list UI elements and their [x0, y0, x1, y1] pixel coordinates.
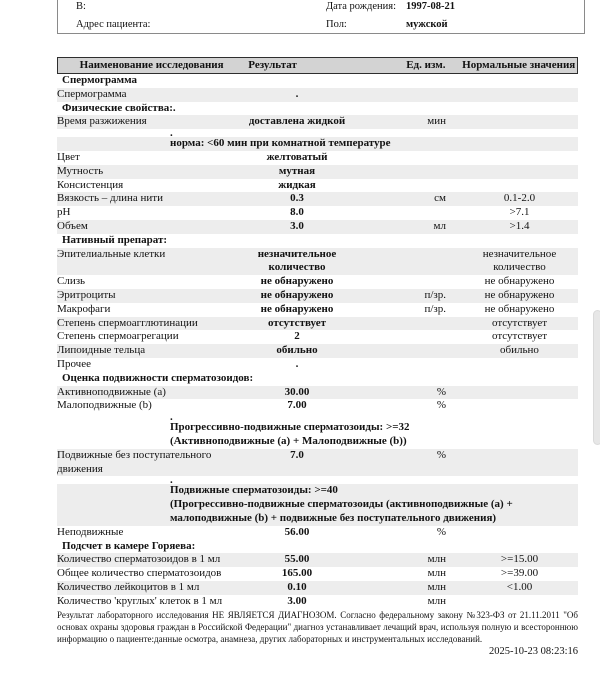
cell-result	[245, 386, 349, 400]
result-row	[57, 526, 578, 540]
cell-label: Общее количество сперматозоидов	[57, 567, 222, 580]
result-row	[57, 220, 578, 234]
cell-norm	[461, 581, 578, 595]
cell-unit: %	[436, 385, 446, 398]
cell-result	[245, 289, 349, 303]
annotation-line: (Прогрессивно-подвижные сперматозоиды (активноподвижные (a) +	[57, 498, 578, 512]
cell-result	[245, 358, 349, 372]
norm-line: отсутствует	[491, 330, 548, 343]
result-row	[57, 179, 578, 193]
cell-result	[245, 151, 349, 165]
cell-label: Эритроциты	[57, 288, 116, 301]
cell-norm	[461, 567, 578, 581]
cell-result	[245, 399, 349, 413]
cell-norm	[461, 275, 578, 289]
result-row	[57, 358, 578, 372]
norm-line: обильно	[500, 344, 539, 357]
cell-label: Подвижные без поступательного движения	[57, 448, 212, 475]
header-cell-unit: Ед. изм.	[406, 59, 446, 71]
cell-norm	[461, 553, 578, 567]
cell-result	[245, 567, 349, 581]
result-line: 165.00	[281, 567, 313, 580]
cell-label: Липоидные тельца	[57, 344, 146, 357]
norm-line: >=39.00	[500, 567, 539, 580]
norm-line: <1.00	[506, 580, 533, 593]
cell-label: pH	[57, 206, 71, 219]
cell-result	[245, 330, 349, 344]
result-row	[57, 553, 578, 567]
cell-label: Вязкость – длина нити	[57, 192, 163, 205]
cell-norm	[461, 192, 578, 206]
cell-result	[245, 317, 349, 331]
cell-result	[245, 220, 349, 234]
header-cell-result: Результат	[248, 59, 297, 71]
section-row: Нативный препарат:	[62, 233, 168, 246]
cell-label: Мутность	[57, 164, 104, 177]
cell-norm	[461, 303, 578, 317]
norm-line: незначительное	[482, 247, 557, 260]
cell-label: Малоподвижные (b)	[57, 399, 152, 412]
norm-line: не обнаружено	[484, 302, 555, 315]
result-line: мутная	[278, 164, 316, 177]
annotation-line: норма: <60 мин при комнатной температуре	[57, 137, 578, 151]
cell-result	[245, 344, 349, 358]
cell-label: Спермограмма	[57, 87, 127, 100]
section-row: Оценка подвижности сперматозоидов:	[62, 371, 254, 384]
sex-value: мужской	[406, 19, 448, 30]
cell-unit: млн	[427, 580, 446, 593]
result-line: не обнаружено	[260, 288, 334, 301]
cell-result	[245, 88, 349, 102]
cell-unit: млн	[427, 567, 446, 580]
norm-line: отсутствует	[491, 316, 548, 329]
result-line: отсутствует	[268, 316, 326, 329]
cell-result	[245, 179, 349, 193]
norm-line: >=15.00	[500, 553, 539, 566]
cell-result	[245, 595, 349, 609]
cell-result	[245, 206, 349, 220]
cell-unit: %	[436, 399, 446, 412]
cell-result	[245, 248, 349, 276]
result-line: 0.3	[290, 192, 304, 205]
cell-result	[245, 526, 349, 540]
norm-line: не обнаружено	[484, 275, 555, 288]
result-row	[57, 595, 578, 609]
result-line: не обнаружено	[260, 302, 334, 315]
norm-line: количество	[493, 261, 546, 274]
birth-date-label: Дата рождения:	[326, 1, 397, 12]
result-line: .	[295, 357, 299, 370]
result-line: 8.0	[290, 206, 304, 219]
scrollbar-thumb[interactable]	[593, 310, 600, 445]
annotation-line: (Активноподвижные (a) + Малоподвижные (b))	[170, 434, 407, 447]
report-datetime: 2025-10-23 08:23:16	[489, 646, 578, 657]
cell-result	[245, 275, 349, 289]
result-row	[57, 275, 578, 289]
result-line: обильно	[276, 344, 318, 357]
result-line: 30.00	[284, 385, 310, 398]
result-row	[57, 88, 578, 102]
cell-label: Количество лейкоцитов в 1 мл	[57, 580, 200, 593]
cell-unit: п/зр.	[424, 302, 446, 315]
dot-line: .	[170, 413, 173, 422]
dot-line: .	[170, 476, 173, 485]
result-row	[57, 399, 578, 413]
result-row	[57, 344, 578, 358]
norm-line: не обнаружено	[484, 288, 555, 301]
cell-label: Цвет	[57, 150, 80, 163]
cell-result	[245, 449, 349, 463]
dot-line: .	[170, 129, 173, 138]
cell-label: Эпителиальные клетки	[57, 247, 166, 260]
cell-unit: см	[434, 192, 446, 205]
result-row	[57, 289, 578, 303]
annotation-line: Прогрессивно-подвижные сперматозоиды: >=32	[170, 421, 410, 434]
cell-norm	[461, 317, 578, 331]
header-cell-name: Наименование исследования	[79, 59, 224, 71]
cell-unit: мин	[427, 115, 446, 128]
result-line: жидкая	[278, 178, 316, 191]
result-row	[57, 206, 578, 220]
result-line: 55.00	[284, 553, 310, 566]
result-line: желтоватый	[266, 150, 328, 163]
result-row	[57, 386, 578, 400]
norm-line: 0.1-2.0	[503, 192, 536, 205]
cell-unit: млн	[427, 553, 446, 566]
cell-norm	[461, 248, 578, 276]
cell-unit: млн	[427, 594, 446, 607]
header-cell-norm: Нормальные значения	[462, 59, 576, 71]
result-row	[57, 317, 578, 331]
norm-line: >1.4	[509, 219, 530, 232]
cell-result	[245, 303, 349, 317]
cell-label: Слизь	[57, 275, 86, 288]
table-body	[57, 74, 578, 608]
result-line: 3.00	[287, 594, 307, 607]
result-row	[57, 303, 578, 317]
sex-label: Пол:	[326, 19, 347, 30]
cell-label: Количество сперматозоидов в 1 мл	[57, 553, 221, 566]
cell-label: Неподвижные	[57, 525, 124, 538]
result-line: не обнаружено	[260, 275, 334, 288]
cell-result	[245, 115, 349, 129]
patient-name-label: В:	[76, 1, 86, 12]
section-row: Физические свойства:.	[62, 101, 176, 114]
result-row	[57, 581, 578, 595]
cell-label: Время разжижения	[57, 115, 147, 128]
cell-label: Степень спермоагглютинации	[57, 316, 198, 329]
result-line: 3.0	[290, 219, 304, 232]
section-row: Подсчет в камере Горяева:	[62, 539, 196, 552]
result-row	[57, 248, 578, 276]
cell-result	[245, 553, 349, 567]
annotation-line: малоподвижные (b) + подвижные без поступательного движения)	[57, 512, 578, 526]
cell-result	[245, 165, 349, 179]
result-line: незначительное	[257, 247, 337, 260]
patient-address-label: Адрес пациента:	[76, 19, 151, 30]
results-table	[57, 57, 578, 608]
cell-label: Прочее	[57, 357, 91, 370]
result-row	[57, 567, 578, 581]
cell-label: Консистенция	[57, 178, 124, 191]
cell-label: Активноподвижные (a)	[57, 385, 166, 398]
cell-norm	[461, 220, 578, 234]
cell-norm	[461, 289, 578, 303]
result-row	[57, 165, 578, 179]
patient-info-box	[57, 0, 585, 34]
result-line: 56.00	[284, 525, 310, 538]
table-header-row	[57, 57, 578, 74]
cell-unit: %	[436, 525, 446, 538]
cell-label: Количество 'круглых' клеток в 1 мл	[57, 594, 223, 607]
cell-norm	[461, 330, 578, 344]
cell-norm	[461, 344, 578, 358]
result-line: 7.0	[290, 448, 304, 461]
cell-label: Макрофаги	[57, 302, 111, 315]
norm-line: >7.1	[509, 206, 530, 219]
cell-result	[245, 581, 349, 595]
section-row: Спермограмма	[62, 74, 137, 86]
patient-row-1	[58, 0, 584, 15]
result-line: 7.00	[287, 399, 307, 412]
result-row	[57, 330, 578, 344]
result-row	[57, 449, 578, 477]
result-line: .	[295, 87, 299, 100]
result-row	[57, 192, 578, 206]
result-row	[57, 115, 578, 129]
cell-label: Объем	[57, 219, 88, 232]
result-line: 0.10	[287, 580, 307, 593]
cell-result	[245, 192, 349, 206]
cell-unit: мл	[433, 219, 446, 232]
birth-date-value: 1997-08-21	[406, 1, 455, 12]
result-line: количество	[268, 261, 326, 274]
result-row	[57, 151, 578, 165]
cell-unit: %	[436, 448, 446, 461]
result-line: 2	[294, 330, 300, 343]
disclaimer-text: Результат лабораторного исследования НЕ ЯВЛЯЕТСЯ ДИАГНОЗОМ. Согласно федеральному закону №323-ФЗ от 21.11.2011 "Об основах охраны здоровья граждан в Российской Федерации" диагноз устанавливает лечащий врач, используя полную и всестороннюю информацию о пациенте:данные осмотра, анамнеза, других лабораторных и инструментальных исследований.	[57, 610, 578, 644]
annotation-line: Подвижные сперматозоиды: >=40	[57, 484, 578, 498]
cell-norm	[461, 206, 578, 220]
patient-row-2	[58, 15, 584, 33]
cell-unit: п/зр.	[424, 288, 446, 301]
result-line: доставлена жидкой	[248, 115, 346, 128]
cell-label: Степень спермоагрегации	[57, 330, 179, 343]
